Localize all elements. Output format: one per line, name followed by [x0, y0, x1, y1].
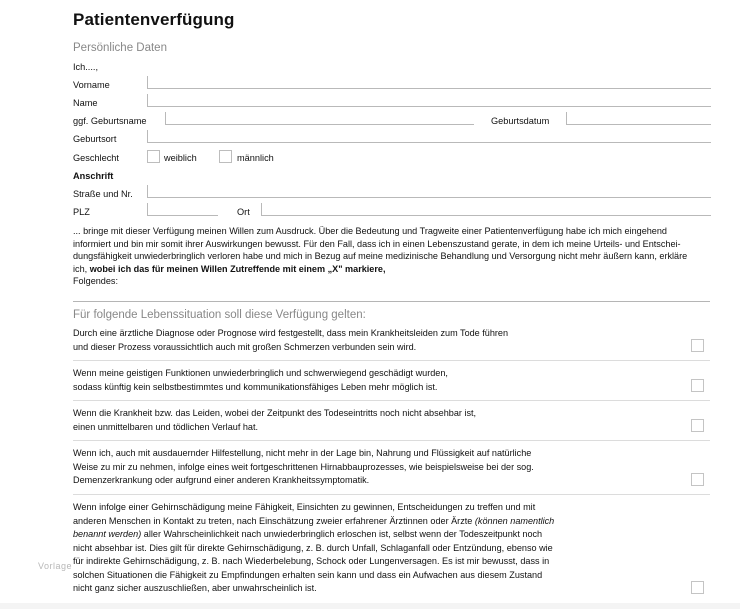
- situation-item: [73, 367, 710, 394]
- intro-line: informiert und bin mir somit ihrer Auswirkungen bewusst. Für den Fall, dass ich in einen Lebenszustand gerate, in dem ich meine Urteils- und Entschei-: [73, 238, 681, 249]
- situation-text: Weise zu mir zu nehmen, infolge eines weit fortgeschrittenen Hirnabbauprozesses, wie beispielsweise bei der sog.: [73, 461, 534, 472]
- intro-line: [73, 263, 687, 276]
- situation-italic-text: (können namentlich: [474, 515, 555, 526]
- situation-item: [73, 447, 710, 488]
- strasse-field[interactable]: [147, 185, 711, 198]
- situation-text: [73, 528, 710, 542]
- intro-paragraph: [73, 225, 687, 288]
- situations-heading: Für folgende Lebenssituation soll diese Verfügung gelten:: [73, 309, 366, 321]
- vorname-field[interactable]: [147, 76, 711, 89]
- geburtsname-field[interactable]: [165, 112, 474, 125]
- situation-checkbox[interactable]: [691, 419, 704, 432]
- ort-label: Ort: [237, 207, 250, 217]
- situation-text: nicht ganz sicher auszuschließen, aber unwahrscheinlich ist.: [73, 583, 317, 593]
- situation-text: sodass künftig kein selbstbestimmtes und kommunikationsfähiges Leben mehr möglich ist.: [73, 381, 438, 392]
- situation-text-part: aller Wahrscheinlichkeit nach unwiederbringlich erloschen ist, selbst wenn der Todeszeitpunkt noch: [141, 529, 543, 539]
- situation-checkbox[interactable]: [691, 473, 704, 486]
- strasse-label: Straße und Nr.: [73, 189, 133, 199]
- situation-text: und dieser Prozess voraussichtlich auch mit großen Schmerzen verbunden sein wird.: [73, 341, 417, 352]
- intro-line: dungsfähigkeit unwiederbringlich verloren habe und mich in Bezug auf meine medizinische Behandlung und Versorgung nicht mehr äußern kann, erkläre: [73, 251, 688, 262]
- situation-item: [73, 327, 710, 354]
- watermark: Vorlage: [38, 561, 73, 571]
- situation-italic-text: benannt werden): [73, 529, 142, 539]
- intro-text: ich,: [73, 263, 90, 274]
- situation-item: [73, 407, 710, 434]
- geschlecht-label: Geschlecht: [73, 153, 119, 163]
- maennlich-label: männlich: [237, 153, 274, 163]
- name-label: Name: [73, 98, 98, 108]
- situation-text-part: anderen Menschen in Kontakt zu treten, nach Einschätzung zweier erfahrener Ärztinnen oder Ärzte: [73, 515, 475, 526]
- weiblich-checkbox[interactable]: [147, 150, 160, 163]
- item-divider: [73, 360, 710, 361]
- situation-text: [73, 515, 710, 529]
- vorname-label: Vorname: [73, 80, 110, 90]
- maennlich-checkbox[interactable]: [219, 150, 232, 163]
- ort-field[interactable]: [261, 203, 711, 216]
- intro-bold-text: wobei ich das für meinen Willen Zutreffende mit einem „X" markiere,: [89, 263, 386, 274]
- name-field[interactable]: [147, 94, 711, 107]
- situation-checkbox[interactable]: [691, 379, 704, 392]
- plz-field[interactable]: [147, 203, 218, 216]
- situation-checkbox[interactable]: [691, 581, 704, 594]
- weiblich-label: weiblich: [164, 153, 197, 163]
- situation-checkbox[interactable]: [691, 339, 704, 352]
- situation-text: Demenzerkrankung oder aufgrund einer anderen Krankheitssymptomatik.: [73, 475, 370, 485]
- geburtsdatum-field[interactable]: [566, 112, 711, 125]
- situation-item: [73, 501, 710, 596]
- item-divider: [73, 400, 710, 401]
- situation-text: Wenn meine geistigen Funktionen unwiederbringlich und schwerwiegend geschädigt wurden,: [73, 368, 448, 378]
- intro-line: ... bringe mit dieser Verfügung meinen Willen zum Ausdruck. Über die Bedeutung und Tragweite einer Patientenverfügung habe ich mich eingehend: [73, 226, 667, 236]
- ich-label: Ich....,: [73, 62, 99, 72]
- anschrift-heading: Anschrift: [73, 171, 114, 181]
- situation-text: Durch eine ärztliche Diagnose oder Prognose wird festgestellt, dass mein Krankheitsleiden zum Tode führen: [73, 328, 509, 338]
- section-divider: [73, 301, 710, 302]
- geburtsort-field[interactable]: [147, 130, 711, 143]
- document-title: Patientenverfügung: [73, 10, 235, 29]
- situation-text: Wenn infolge einer Gehirnschädigung meine Fähigkeit, Einsichten zu gewinnen, Entscheidungen zu treffen und mit: [73, 502, 536, 512]
- page-bottom-edge: [0, 603, 740, 609]
- situation-text: einen unmittelbaren und tödlichen Verlauf hat.: [73, 421, 259, 432]
- personal-data-heading: Persönliche Daten: [73, 42, 167, 54]
- plz-label: PLZ: [73, 207, 90, 217]
- geburtsort-label: Geburtsort: [73, 134, 117, 144]
- item-divider: [73, 440, 710, 441]
- intro-line: Folgendes:: [73, 276, 118, 287]
- item-divider: [73, 494, 710, 495]
- situation-text: für indirekte Gehirnschädigung, z. B. nach Wiederbelebung, Schock oder Lungenversagen. Es ist mir bewusst, dass in: [73, 556, 550, 566]
- situation-text: Wenn die Krankheit bzw. das Leiden, wobei der Zeitpunkt des Todeseintritts noch nicht absehbar ist,: [73, 408, 477, 418]
- situation-text: nicht absehbar ist. Dies gilt für direkte Gehirnschädigung, z. B. durch Unfall, Schlaganfall oder Entzündung, ebenso wie: [73, 542, 553, 553]
- geburtsname-label: ggf. Geburtsname: [73, 116, 147, 126]
- geburtsdatum-label: Geburtsdatum: [491, 116, 550, 126]
- situation-text: Wenn ich, auch mit ausdauernder Hilfestellung, nicht mehr in der Lage bin, Nahrung und Flüssigkeit auf natürliche: [73, 448, 532, 458]
- situation-text: solchen Situationen die Fähigkeit zu Empfindungen erhalten sein kann und dass ein Aufwachen aus diesem Zustand: [73, 569, 543, 580]
